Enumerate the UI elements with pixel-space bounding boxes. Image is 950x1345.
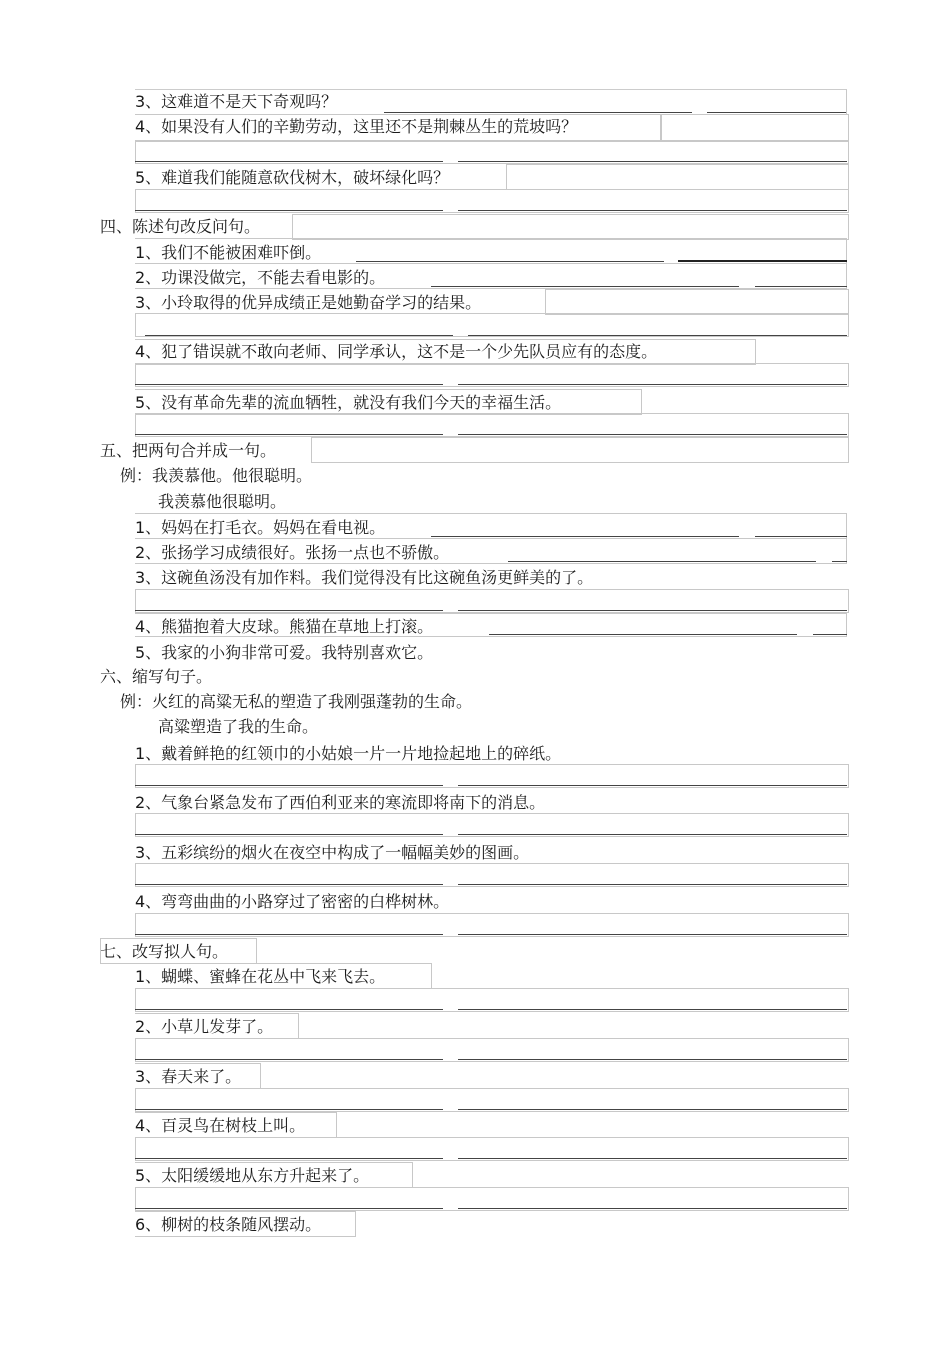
section-6-example: 例：火红的高粱无私的塑造了我刚强蓬勃的生命。 [120,692,473,711]
answer-line[interactable] [356,261,664,262]
answer-line[interactable] [458,610,847,611]
answer-line[interactable] [458,210,847,211]
item-7-6: 6、柳树的枝条随风摆动。 [135,1215,322,1234]
item-5-2: 2、张扬学习成绩很好。张扬一点也不骄傲。 [135,543,450,562]
item-3-5: 5、难道我们能随意砍伐树木，破坏绿化吗？ [135,168,450,187]
answer-line[interactable] [458,434,847,435]
item-5-5: 5、我家的小狗非常可爱。我特别喜欢它。 [135,643,434,662]
answer-line[interactable] [458,785,847,786]
item-4-1: 1、我们不能被困难吓倒。 [135,243,322,262]
item-7-4: 4、百灵鸟在树枝上叫。 [135,1116,306,1135]
answer-line[interactable] [468,335,847,336]
answer-box [135,1112,337,1138]
answer-box [506,164,849,190]
section-5-example: 例：我羡慕他。他很聪明。 [120,466,313,485]
item-5-4: 4、熊猫抱着大皮球。熊猫在草地上打滚。 [135,617,434,636]
item-4-2: 2、功课没做完，不能去看电影的。 [135,268,386,287]
answer-line[interactable] [135,1109,443,1110]
answer-line[interactable] [135,884,443,885]
answer-line[interactable] [458,384,847,385]
answer-line[interactable] [135,934,443,935]
answer-line[interactable] [458,1009,847,1010]
answer-box [135,1162,413,1188]
answer-line[interactable] [508,561,816,562]
item-7-5: 5、太阳缓缓地从东方升起来了。 [135,1166,370,1185]
section-6-example-answer: 高粱塑造了我的生命。 [158,717,319,736]
item-7-2: 2、小草儿发芽了。 [135,1017,274,1036]
answer-box [135,1063,261,1089]
section-5-example-answer: 我羡慕他很聪明。 [158,492,287,511]
answer-line[interactable] [678,260,847,262]
item-6-3: 3、五彩缤纷的烟火在夜空中构成了一幅幅美妙的图画。 [135,843,530,862]
answer-line[interactable] [458,834,847,835]
answer-line[interactable] [458,884,847,885]
answer-box [135,313,849,337]
answer-line[interactable] [813,634,847,635]
answer-line[interactable] [135,161,443,162]
answer-box [100,938,257,964]
item-3-3: 3、这难道不是天下奇观吗？ [135,92,338,111]
answer-box [135,389,642,415]
answer-box [311,437,849,463]
answer-line[interactable] [832,561,847,562]
item-4-4: 4、犯了错误就不敢向老师、同学承认，这不是一个少先队员应有的态度。 [135,342,658,361]
answer-line[interactable] [458,1109,847,1110]
answer-line[interactable] [135,1158,443,1159]
answer-line[interactable] [145,335,453,336]
answer-box [545,289,849,315]
answer-line[interactable] [135,384,443,385]
section-7-heading: 七、改写拟人句。 [100,942,229,961]
answer-box [135,89,847,115]
item-7-3: 3、春天来了。 [135,1067,242,1086]
answer-line[interactable] [135,1208,443,1209]
answer-box [135,1013,299,1039]
item-5-3: 3、这碗鱼汤没有加作料。我们觉得没有比这碗鱼汤更鲜美的了。 [135,568,594,587]
item-3-4: 4、如果没有人们的辛勤劳动，这里还不是荆棘丛生的荒坡吗？ [135,117,578,136]
answer-line[interactable] [135,434,443,435]
item-5-1: 1、妈妈在打毛衣。妈妈在看电视。 [135,518,386,537]
item-6-4: 4、弯弯曲曲的小路穿过了密密的白桦树林。 [135,892,450,911]
item-4-5: 5、没有革命先辈的流血牺牲，就没有我们今天的幸福生活。 [135,393,562,412]
answer-box [135,339,756,365]
answer-line[interactable] [135,834,443,835]
answer-line[interactable] [458,161,847,162]
answer-box [135,963,432,989]
answer-line[interactable] [755,536,847,537]
answer-box [135,114,662,142]
answer-box [292,214,849,240]
item-6-1: 1、戴着鲜艳的红领巾的小姑娘一片一片地捡起地上的碎纸。 [135,744,562,763]
item-4-3: 3、小玲取得的优异成绩正是她勤奋学习的结果。 [135,293,482,312]
section-4-heading: 四、陈述句改反问句。 [100,217,261,236]
answer-line[interactable] [458,1158,847,1159]
answer-line[interactable] [135,1009,443,1010]
item-6-2: 2、气象台紧急发布了西伯利亚来的寒流即将南下的消息。 [135,793,546,812]
answer-line[interactable] [489,634,797,635]
answer-line[interactable] [431,536,739,537]
answer-line[interactable] [135,1059,443,1060]
section-6-heading: 六、缩写句子。 [100,667,213,686]
answer-line[interactable] [135,210,443,211]
item-7-1: 1、蝴蝶、蜜蜂在花丛中飞来飞去。 [135,967,386,986]
answer-line[interactable] [135,785,443,786]
answer-line[interactable] [431,286,739,287]
answer-line[interactable] [135,610,443,611]
answer-line[interactable] [755,286,847,287]
answer-line[interactable] [458,1059,847,1060]
section-5-heading: 五、把两句合并成一句。 [100,441,277,460]
answer-box [660,114,849,142]
answer-line[interactable] [458,934,847,935]
answer-line[interactable] [458,1208,847,1209]
answer-box [135,1211,356,1237]
